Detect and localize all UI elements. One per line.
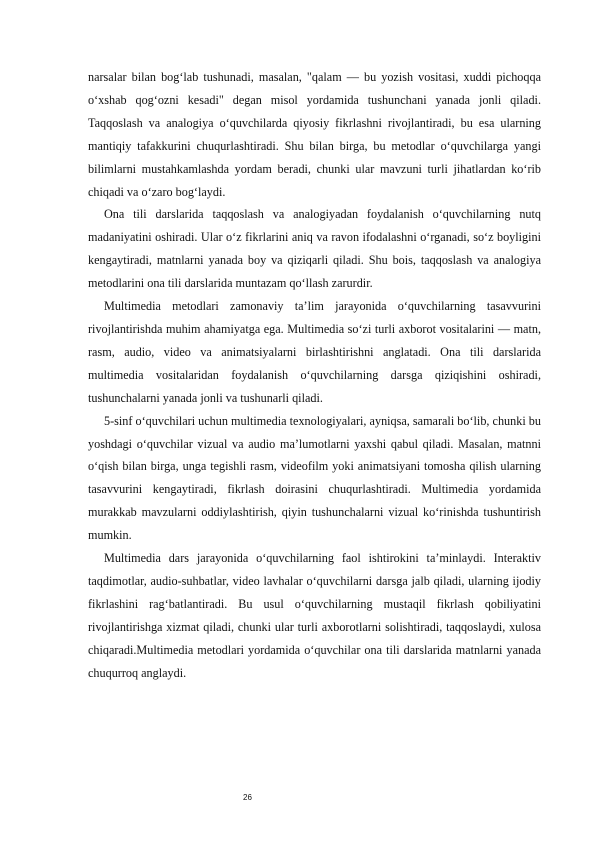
paragraph: Ona tili darslarida taqqoslash va analogiyadan foydalanish o‘quvchilarning nutq madaniyatini oshiradi. Ular o‘z fikrlarini aniq va ravon ifodalashni o‘rganadi, so‘z boyligini kengaytiradi, matnlarni yanada boy va qiziqarli qiladi. Shu bois, taqqoslash va analogiya metodlarini ona tili darslarida muntazam qo‘llash zarurdir.: [88, 207, 541, 291]
paragraph: narsalar bilan bog‘lab tushunadi, masalan, "qalam — bu yozish vositasi, xuddi pichoqqa o‘xshab qog‘ozni kesadi" degan misol yordamida tushunchani yanada jonli qiladi. Taqqoslash va analogiya o‘quvchilarda qiyosiy fikrlashni rivojlantiradi, bu esa ularning mantiqiy tafakkurini chuqurlashtiradi. Shu bilan birga, bu metodlar o‘quvchilarga yangi bilimlarni mustahkamlashda yordam beradi, chunki ular mavzuni turli jihatlardan ko‘rib chiqadi va o‘zaro bog‘laydi.: [88, 70, 541, 199]
paragraph: Multimedia metodlari zamonaviy ta’lim jarayonida o‘quvchilarning tasavvurini rivojlantirishda muhim ahamiyatga ega. Multimedia so‘zi turli axborot vositalarini — matn, rasm, audio, video va animatsiyalarni birlashtirishni anglatadi. Ona tili darslarida multimedia vositalaridan foydalanish o‘quvchilarning darsga qiziqishini oshiradi, tushunchalarni yanada jonli va tushunarli qiladi.: [88, 299, 541, 405]
document-page: [88, 66, 541, 684]
page-number: 26: [243, 793, 252, 802]
paragraph: Multimedia dars jarayonida o‘quvchilarning faol ishtirokini ta’minlaydi. Interaktiv taqdimotlar, audio-suhbatlar, video lavhalar o‘quvchilarni darsga jalb qiladi, ularning ijodiy fikrlashini rag‘batlantiradi. Bu usul o‘quvchilarning mustaqil fikrlash qobiliyatini rivojlantirishga xizmat qiladi, chunki ular turli axborotlarni solishtiradi, taqqoslaydi, xulosa chiqaradi.Multimedia metodlari yordamida o‘quvchilar ona tili darslarida matnlarni yanada chuqurroq anglaydi.: [88, 551, 541, 680]
paragraph: 5-sinf o‘quvchilari uchun multimedia texnologiyalari, ayniqsa, samarali bo‘lib, chunki bu yoshdagi o‘quvchilar vizual va audio ma’lumotlarni yaxshi qabul qiladi. Masalan, matnni o‘qish bilan birga, unga tegishli rasm, videofilm yoki animatsiyani tomosha qilish ularning tasavvurini kengaytiradi, fikrlash doirasini chuqurlashtiradi. Multimedia yordamida murakkab mavzularni oddiylashtirish, qiyin tushunchalarni vizual ko‘rinishda tushuntirish mumkin.: [88, 413, 541, 543]
